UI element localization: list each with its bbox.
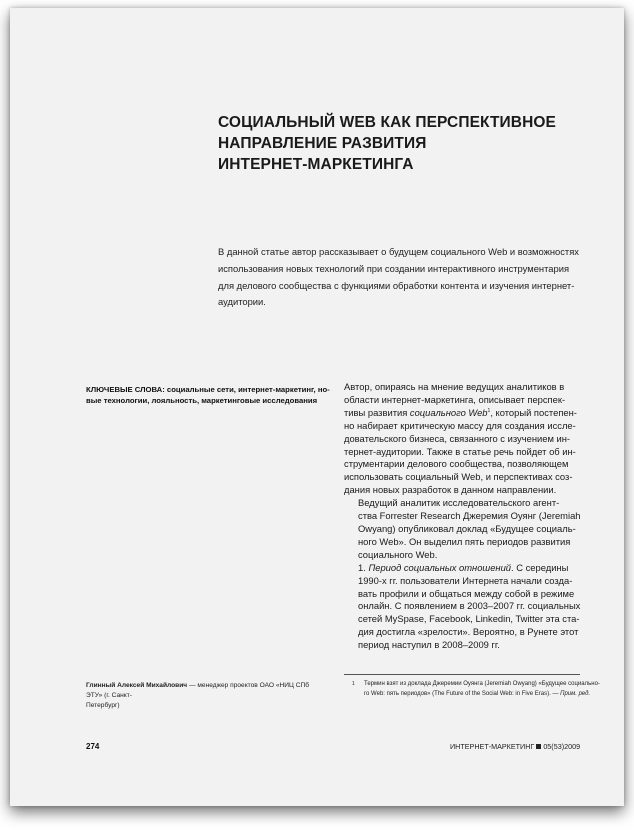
author-info bbox=[86, 681, 326, 711]
footnote-ref[interactable]: 1 bbox=[487, 407, 491, 414]
journal-footer bbox=[450, 742, 580, 751]
keywords-line: КЛЮЧЕВЫЕ СЛОВА: социальные сети, интернет-маркетинг, но- bbox=[86, 385, 330, 394]
body-line: период наступил в 2008–2009 гг. bbox=[358, 639, 500, 651]
body-paragraph bbox=[344, 497, 580, 562]
body-text: 1. bbox=[358, 561, 369, 573]
body-line: тернет-аудитории. Также в статье речь пойдет об ин- bbox=[344, 445, 576, 457]
page-number: 274 bbox=[86, 742, 100, 751]
footnote-line bbox=[364, 690, 589, 700]
body-line: сетей MySpase, Facebook, Linkedin, Twitter эта ста- bbox=[358, 613, 580, 625]
issue-number: 05(53)2009 bbox=[543, 742, 581, 751]
footnote-text bbox=[364, 680, 600, 699]
author-name: Глинный Алексей Михайлович bbox=[86, 682, 188, 689]
body-text: . С середины bbox=[511, 561, 569, 573]
term-italic: социального Web bbox=[409, 406, 488, 418]
author-role-cont: Петербург) bbox=[86, 702, 120, 709]
keywords-block bbox=[86, 384, 330, 407]
body-line: струментарии делового сообщества, позволяющем bbox=[344, 458, 569, 470]
body-line: Owyang) опубликовал доклад «Будущее социаль- bbox=[358, 522, 576, 534]
body-line bbox=[344, 562, 580, 575]
body-line: дания новых разработок в данном направлении. bbox=[344, 484, 557, 496]
abstract-line: В данной статье автор рассказывает о будущем социального Web и возможностях bbox=[218, 246, 579, 257]
footnote-mark: 1 bbox=[352, 681, 355, 687]
keywords-line: вые технологии, лояльность, маркетинговые исследования bbox=[86, 396, 318, 406]
term-italic: Период социальных отношений bbox=[368, 561, 512, 573]
journal-name: ИНТЕРНЕТ-МАРКЕТИНГ bbox=[450, 742, 535, 751]
body-line: социального Web. bbox=[358, 548, 438, 560]
article-body bbox=[344, 381, 580, 652]
body-line: вать профили и общаться между собой в режиме bbox=[358, 587, 575, 599]
body-line: использовать социальный Web, и перспективах соз- bbox=[344, 471, 573, 483]
body-line: дия достигла «зрелости». Вероятно, в Рунете этот bbox=[358, 626, 579, 638]
body-line: онлайн. С появлением в 2003–2007 гг. социальных bbox=[358, 600, 581, 612]
journal-page bbox=[10, 8, 624, 806]
abstract-line: использования новых технологий при создании интерактивного инструментария bbox=[218, 262, 570, 274]
body-line: ного Web». Он выделил пять периодов развития bbox=[358, 535, 571, 547]
body-line: но набирает критическую массу для создания иссле- bbox=[344, 419, 576, 431]
article-abstract bbox=[218, 244, 588, 311]
body-line: области интернет-маркетинга, описывает перспек- bbox=[344, 393, 566, 405]
author-role: — менеджер проектов ОАО «НИЦ СПб ЭТУ» (г. Санкт- bbox=[86, 682, 309, 699]
abstract-line: аудитории. bbox=[218, 296, 266, 308]
body-line: довательского бизнеса, связанного с изучением ин- bbox=[344, 432, 571, 444]
body-paragraph bbox=[344, 381, 580, 497]
body-text: тивы развития bbox=[344, 406, 410, 418]
body-line bbox=[344, 407, 580, 420]
body-line: Автор, опираясь на мнение ведущих аналитиков в bbox=[344, 381, 565, 392]
title-line: ИНТЕРНЕТ-МАРКЕТИНГА bbox=[218, 156, 414, 173]
body-line: Ведущий аналитик исследовательского агент- bbox=[358, 497, 560, 509]
footnote-editor-note: Прим. ред. bbox=[560, 690, 591, 697]
title-line: СОЦИАЛЬНЫЙ WEB КАК ПЕРСПЕКТИВНОЕ bbox=[218, 114, 556, 131]
square-bullet-icon bbox=[536, 744, 541, 749]
article-title bbox=[218, 112, 578, 175]
footnote-divider bbox=[344, 674, 580, 675]
title-line: НАПРАВЛЕНИЕ РАЗВИТИЯ bbox=[218, 135, 427, 152]
footnote-line: Термин взят из доклада Джеремии Оуянга (Jeremiah Owyang) «Будущее социально- bbox=[364, 681, 600, 687]
body-line: 1990-х гг. пользователи Интернета начали созда- bbox=[358, 574, 573, 586]
abstract-line: для делового сообщества с функциями обработки контента и изучения интернет- bbox=[218, 279, 575, 291]
footnote-plain: го Web: пять периодов» (The Future of the Social Web: in Five Eras). — bbox=[364, 690, 561, 697]
body-text: , который постепен- bbox=[490, 406, 577, 418]
body-line: ства Forrester Research Джеремия Оуянг (Jeremiah bbox=[358, 510, 581, 522]
body-paragraph bbox=[344, 562, 580, 652]
